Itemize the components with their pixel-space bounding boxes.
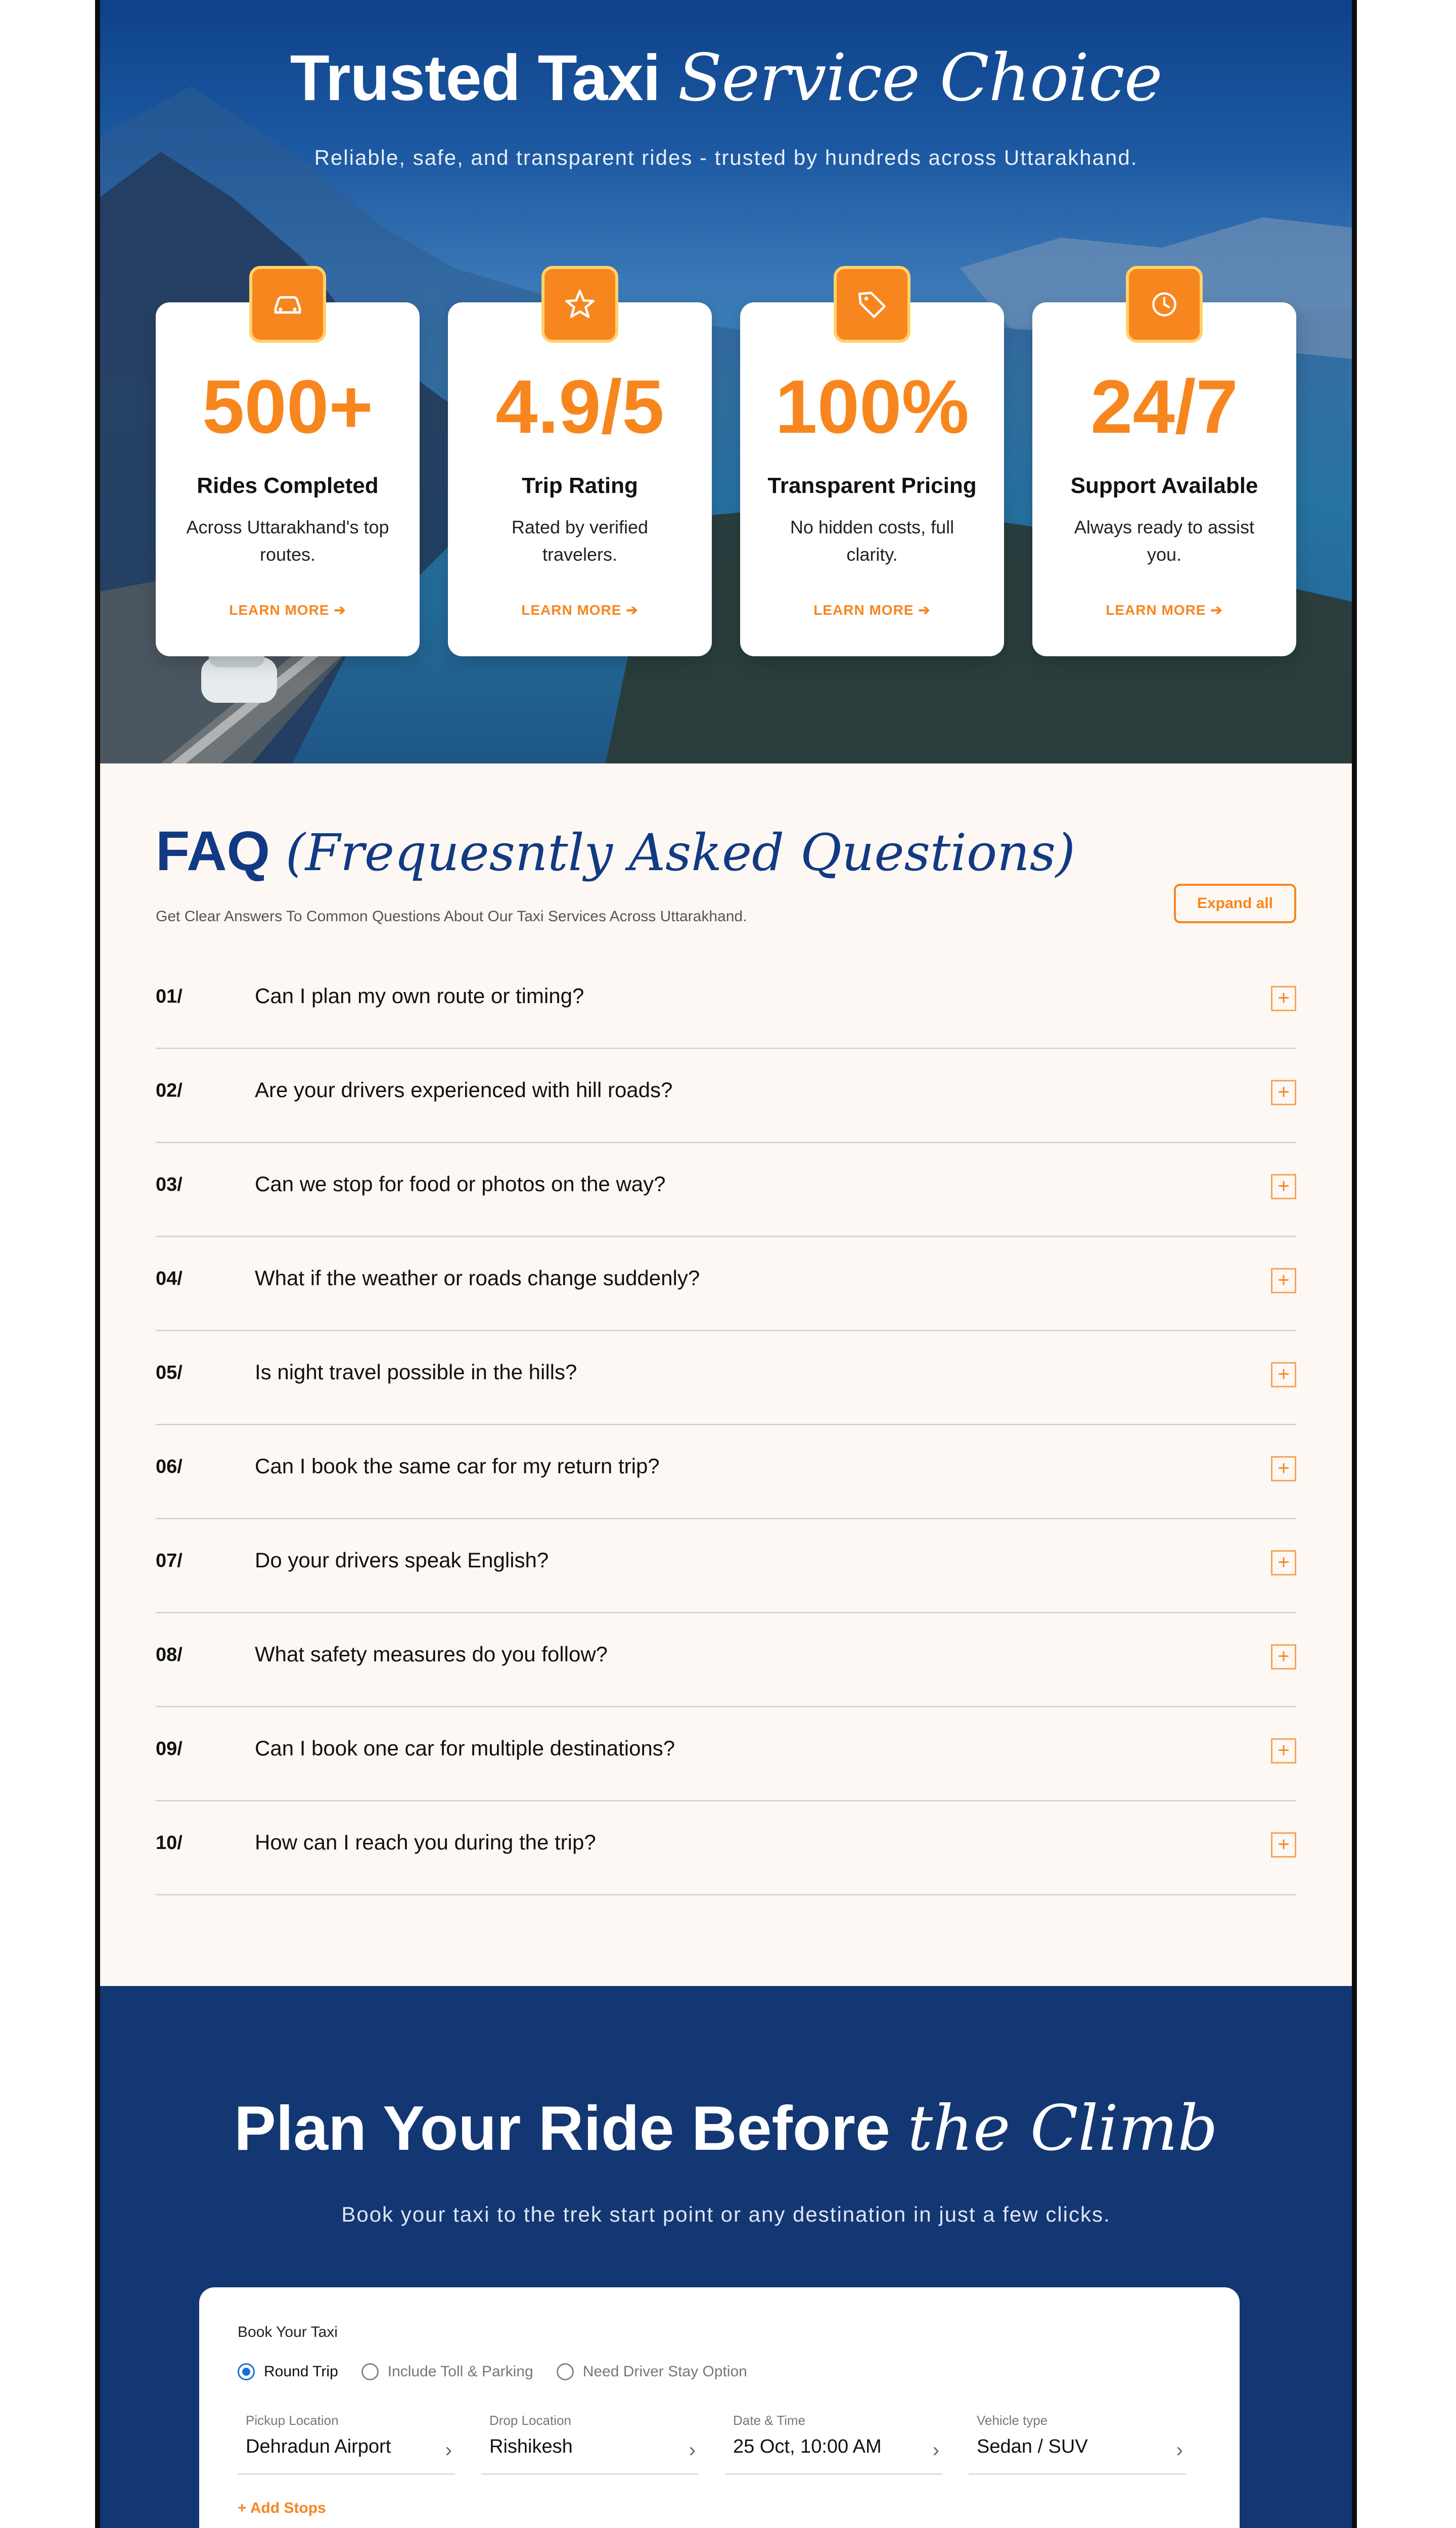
learn-more-link[interactable]: LEARN MORE ➔	[521, 602, 639, 618]
arrow-right-icon: ➔	[626, 602, 639, 618]
arrow-right-icon: ➔	[334, 602, 346, 618]
faq-item[interactable]	[156, 954, 1296, 1049]
arrow-right-icon: ➔	[918, 602, 931, 618]
faq-item[interactable]	[156, 1518, 1296, 1613]
tag-icon	[834, 266, 911, 343]
faq-item[interactable]	[156, 1048, 1296, 1143]
faq-number: 07/	[156, 1550, 183, 1571]
faq-question: How can I reach you during the trip?	[255, 1830, 596, 1854]
stat-value: 500+	[202, 364, 373, 449]
faq-section	[100, 763, 1352, 1986]
option-round-trip[interactable]: Round Trip	[238, 2363, 338, 2380]
stat-value: 4.9/5	[495, 364, 664, 449]
stat-value: 100%	[775, 364, 969, 449]
field-value: Rishikesh	[489, 2436, 573, 2457]
plus-icon[interactable]: +	[1271, 1080, 1296, 1105]
learn-more-link[interactable]: LEARN MORE ➔	[813, 602, 931, 618]
stat-card-rating	[448, 302, 712, 656]
plus-icon[interactable]: +	[1271, 1456, 1296, 1481]
stat-card-rides	[156, 302, 420, 656]
chevron-right-icon: ›	[689, 2439, 696, 2461]
stat-value: 24/7	[1090, 364, 1238, 449]
faq-title	[156, 819, 1075, 883]
plan-subtitle: Book your taxi to the trek start point or any destination in just a few clicks.	[341, 2202, 1111, 2226]
field-value: Dehradun Airport	[246, 2436, 391, 2457]
faq-number: 03/	[156, 1174, 183, 1195]
field-value: 25 Oct, 10:00 AM	[733, 2436, 882, 2457]
plan-title-main: Plan Your Ride Before	[234, 2094, 890, 2163]
field-label: Drop Location	[489, 2413, 571, 2428]
trip-options	[238, 2363, 747, 2380]
plus-icon[interactable]: +	[1271, 1362, 1296, 1387]
stat-card-support	[1032, 302, 1296, 656]
page-frame	[95, 0, 1357, 2528]
faq-title-main: FAQ	[156, 820, 270, 882]
faq-item[interactable]	[156, 1612, 1296, 1707]
date-time-field[interactable]	[725, 2413, 942, 2475]
field-label: Vehicle type	[977, 2413, 1048, 2428]
faq-item[interactable]	[156, 1236, 1296, 1331]
faq-item[interactable]	[156, 1142, 1296, 1237]
plus-icon[interactable]: +	[1271, 1832, 1296, 1858]
drop-location-field[interactable]	[481, 2413, 699, 2475]
faq-question: Can we stop for food or photos on the way?	[255, 1172, 666, 1196]
plan-title-italic: the Climb	[907, 2092, 1218, 2165]
plus-icon[interactable]: +	[1271, 1174, 1296, 1199]
faq-item[interactable]	[156, 1800, 1296, 1895]
arrow-right-icon: ➔	[1210, 602, 1223, 618]
vehicle-type-field[interactable]	[969, 2413, 1186, 2475]
faq-number: 09/	[156, 1738, 183, 1759]
chevron-right-icon: ›	[932, 2439, 939, 2461]
star-icon	[541, 266, 618, 343]
stat-description: No hidden costs, full clarity.	[790, 517, 954, 565]
plus-icon[interactable]: +	[1271, 986, 1296, 1011]
faq-number: 02/	[156, 1080, 183, 1101]
radio-selected-icon	[238, 2363, 255, 2380]
faq-number: 04/	[156, 1268, 183, 1289]
field-label: Pickup Location	[246, 2413, 339, 2428]
chevron-right-icon: ›	[1176, 2439, 1183, 2461]
stat-label: Rides Completed	[197, 473, 379, 498]
radio-icon	[361, 2363, 379, 2380]
car-icon	[249, 266, 326, 343]
option-driver-stay[interactable]: Need Driver Stay Option	[557, 2363, 747, 2380]
hero-title	[100, 40, 1352, 116]
plan-ride-section	[100, 1986, 1352, 2528]
stat-label: Transparent Pricing	[767, 473, 977, 498]
faq-question: What safety measures do you follow?	[255, 1642, 608, 1666]
hero-title-italic: Service Choice	[677, 40, 1162, 116]
faq-number: 10/	[156, 1832, 183, 1854]
add-stops-link[interactable]: + Add Stops	[238, 2500, 326, 2516]
faq-subtitle: Get Clear Answers To Common Questions About Our Taxi Services Across Uttarakhand.	[156, 908, 747, 925]
clock-icon	[1126, 266, 1203, 343]
faq-item[interactable]	[156, 1706, 1296, 1801]
plus-icon[interactable]: +	[1271, 1268, 1296, 1293]
learn-more-link[interactable]: LEARN MORE ➔	[229, 602, 346, 618]
option-toll-parking[interactable]: Include Toll & Parking	[361, 2363, 533, 2380]
faq-question: Is night travel possible in the hills?	[255, 1360, 577, 1384]
faq-number: 06/	[156, 1456, 183, 1477]
faq-question: What if the weather or roads change suddenly?	[255, 1266, 700, 1290]
faq-number: 05/	[156, 1362, 183, 1383]
radio-icon	[557, 2363, 574, 2380]
faq-number: 08/	[156, 1644, 183, 1665]
plus-icon[interactable]: +	[1271, 1644, 1296, 1669]
plan-title	[100, 2092, 1352, 2165]
stat-card-pricing	[740, 302, 1004, 656]
stat-label: Support Available	[1070, 473, 1258, 498]
faq-item[interactable]	[156, 1424, 1296, 1519]
stat-description: Across Uttarakhand's top routes.	[186, 517, 389, 565]
expand-all-button[interactable]: Expand all	[1174, 884, 1296, 923]
faq-question: Can I plan my own route or timing?	[255, 984, 584, 1008]
booking-form	[199, 2287, 1240, 2528]
faq-question: Are your drivers experienced with hill roads?	[255, 1078, 673, 1102]
plus-icon[interactable]: +	[1271, 1550, 1296, 1575]
stat-label: Trip Rating	[522, 473, 638, 498]
faq-number: 01/	[156, 986, 183, 1007]
stat-description: Always ready to assist you.	[1074, 517, 1255, 565]
stat-description: Rated by verified travelers.	[511, 517, 649, 565]
booking-form-heading: Book Your Taxi	[238, 2324, 338, 2340]
field-value: Sedan / SUV	[977, 2436, 1088, 2457]
faq-question: Do your drivers speak English?	[255, 1548, 549, 1572]
hero-subtitle: Reliable, safe, and transparent rides - trusted by hundreds across Uttarakhand.	[314, 146, 1138, 169]
faq-question: Can I book one car for multiple destinations?	[255, 1736, 675, 1760]
plus-icon[interactable]: +	[1271, 1738, 1296, 1764]
faq-title-italic: (Frequesntly Asked Questions)	[285, 823, 1075, 882]
faq-item[interactable]	[156, 1330, 1296, 1425]
faq-question: Can I book the same car for my return trip?	[255, 1454, 660, 1478]
field-label: Date & Time	[733, 2413, 806, 2428]
hero-title-main: Trusted Taxi	[290, 42, 661, 114]
pickup-location-field[interactable]	[238, 2413, 455, 2475]
learn-more-link[interactable]: LEARN MORE ➔	[1106, 602, 1223, 618]
chevron-right-icon: ›	[445, 2439, 452, 2461]
hero-section	[100, 0, 1352, 763]
